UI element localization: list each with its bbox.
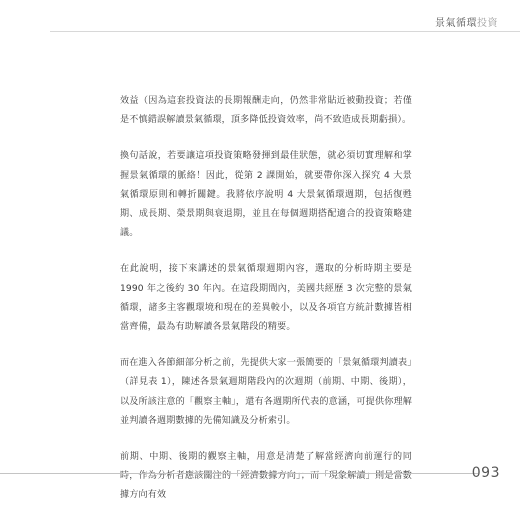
paragraph-1: 效益（因為這套投資法的長期報酬走向，仍然非常貼近被動投資；若僅是不慎錯誤解讀景氣循環，頂多降低投資效率，尚不致造成長期虧損）。 — [120, 96, 412, 126]
running-header-accent: 投資 — [477, 18, 498, 29]
running-header-title: 景氣循環 — [435, 18, 477, 29]
body-text — [120, 92, 412, 523]
paragraph-2: 換句話說，若要讓這項投資策略發揮到最佳狀態，就必須切實理解和掌握景氣循環的脈絡！因此，從第 2 課開始，就要帶你深入探究 4 大景氣循環原則和轉折關鍵。我將依序說明 4 大景氣循環週期，包括復甦期、成長期、榮景期與衰退期，並且在每個週期搭配適合的投資策略建議。 — [120, 151, 412, 239]
footer-divider — [0, 473, 478, 474]
header-divider — [50, 31, 520, 32]
page-number: 093 — [471, 465, 500, 481]
paragraph-4: 而在進入各節細部分析之前，先提供大家一張簡要的「景氣循環判讀表」（詳見表 1），陳述各景氣週期階段內的次週期（前期、中期、後期），以及所該注意的「觀察主軸」，還有各週期所代表的意涵，可提供你理解並判讀各週期數據的先備知識及分析索引。 — [120, 358, 412, 426]
paragraph-5: 前期、中期、後期的觀察主軸，用意是清楚了解當經濟向前運行的同時，作為分析者應該關注的「經濟數據方向」；而「現象解讀」則是當數據方向有效 — [120, 452, 412, 501]
running-header — [435, 14, 498, 29]
paragraph-3: 在此說明，接下來講述的景氣循環週期內容，選取的分析時期主要是 1990 年之後約 30 年內。在這段期間內，美國共經歷 3 次完整的景氣循環，諸多主客觀環境和現在的差異較小，以及各項官方統計數據皆相當齊備，最為有助解讀各景氣階段的精要。 — [120, 264, 412, 333]
